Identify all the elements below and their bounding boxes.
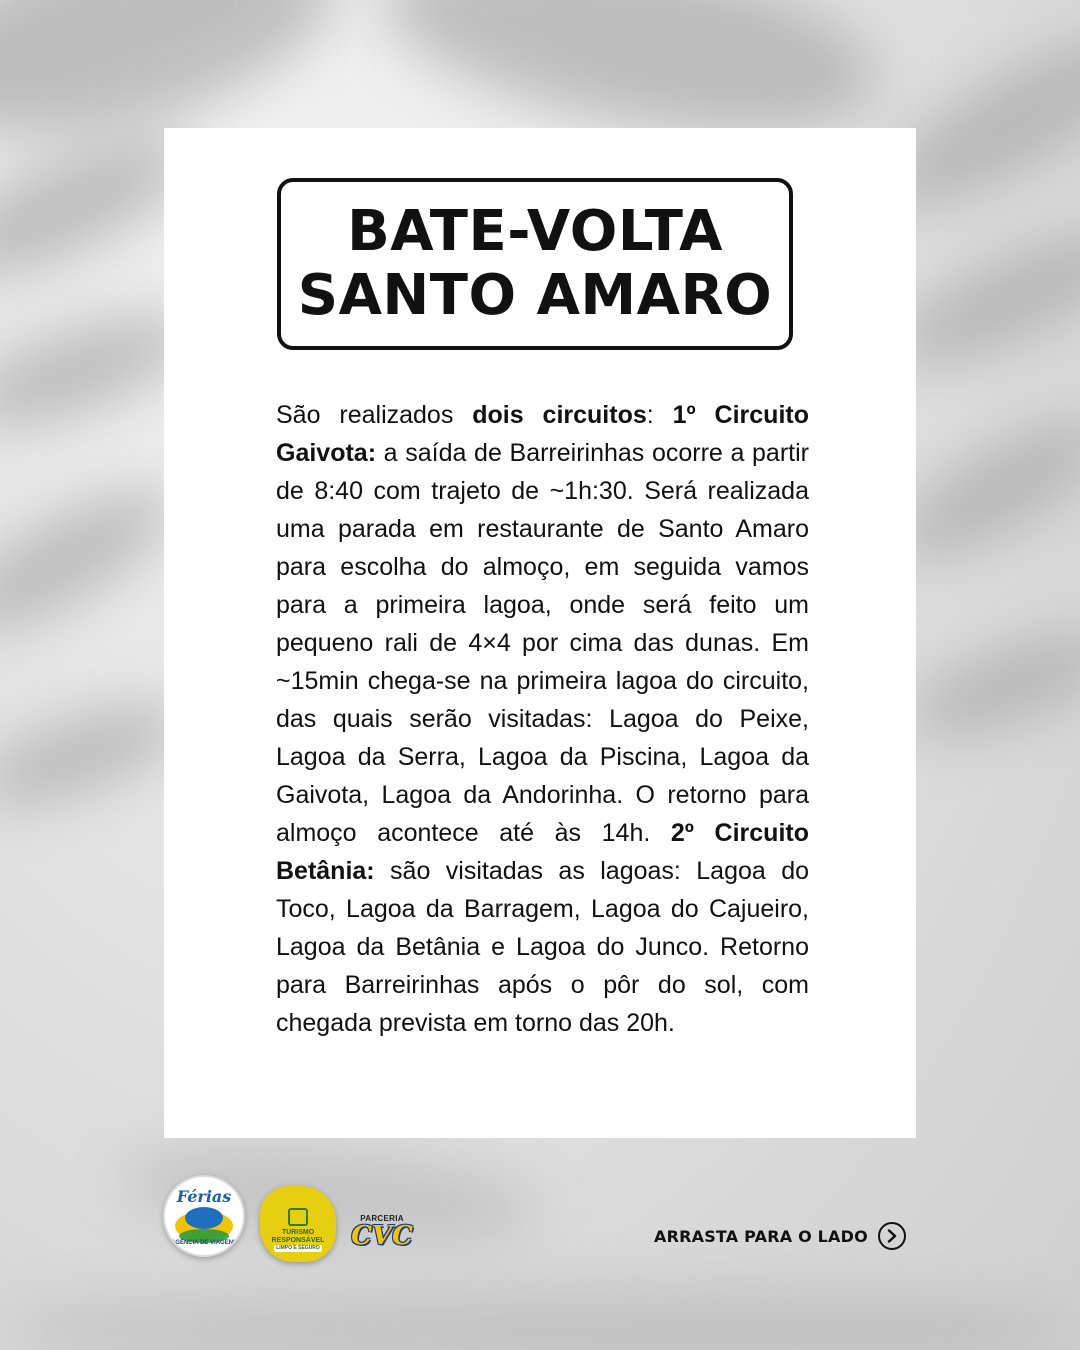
turismo-responsavel-seal [260,1186,336,1262]
title-line-1: BATE-VOLTA [347,199,723,264]
ferias-agency-logo [163,1175,245,1257]
ferias-logo-name: Férias [176,1187,232,1206]
seal-line-2: RESPONSÁVEL [271,1237,325,1244]
title-box [277,178,793,350]
text-run: são visitadas as lagoas: Lagoa do Toco, Lagoa da Barragem, Lagoa do Cajueiro, Lagoa da Betânia e Lagoa do Junco. Retorno para Barreirinhas após o pôr do sol, com chegada prevista em torno das 20h. [276,857,809,1037]
chevron-right-circle-icon[interactable] [878,1222,906,1250]
description-paragraph [276,396,809,1042]
footer [0,1170,1080,1310]
text-run-bold: dois circuitos [472,401,647,429]
seal-line-3: LIMPO E SEGURO [276,1245,320,1251]
partner-label: PARCERIA [360,1214,404,1223]
suitcase-icon [288,1208,308,1226]
text-run: São realizados [276,401,473,429]
cvc-brand: CVC [351,1221,413,1251]
text-run: a saída de Barreirinhas ocorre a partir de 8:40 com trajeto de ~1h:30. Será realizada uma parada em restaurante de Santo Amaro para escolha do almoço, em seguida vamos para a primeira lagoa, onde será feito um pequeno rali de 4×4 por cima das dunas. Em ~15min chega-se na primeira lagoa do circuito, das quais serão visitadas: Lagoa do Peixe, Lagoa da Serra, Lagoa da Piscina, Lagoa da Gaivota, Lagoa da Andorinha. O retorno para almoço acontece até às 14h. [276,439,809,847]
swipe-label: ARRASTA PARA O LADO [654,1226,868,1246]
ferias-logo-tagline: AGÊNCIA DE VIAGENS [170,1240,238,1246]
text-run-bold: 1º Circuito Gaivota: [276,401,809,467]
text-run-bold: 2º Circuito Betânia: [276,819,809,885]
swipe-hint[interactable] [654,1222,906,1250]
cvc-partner-logo [350,1214,414,1249]
text-run: : [646,401,673,429]
title-line-2: SANTO AMARO [297,263,773,328]
content-card [164,128,916,1138]
seal-line-1: TURISMO [281,1229,315,1236]
